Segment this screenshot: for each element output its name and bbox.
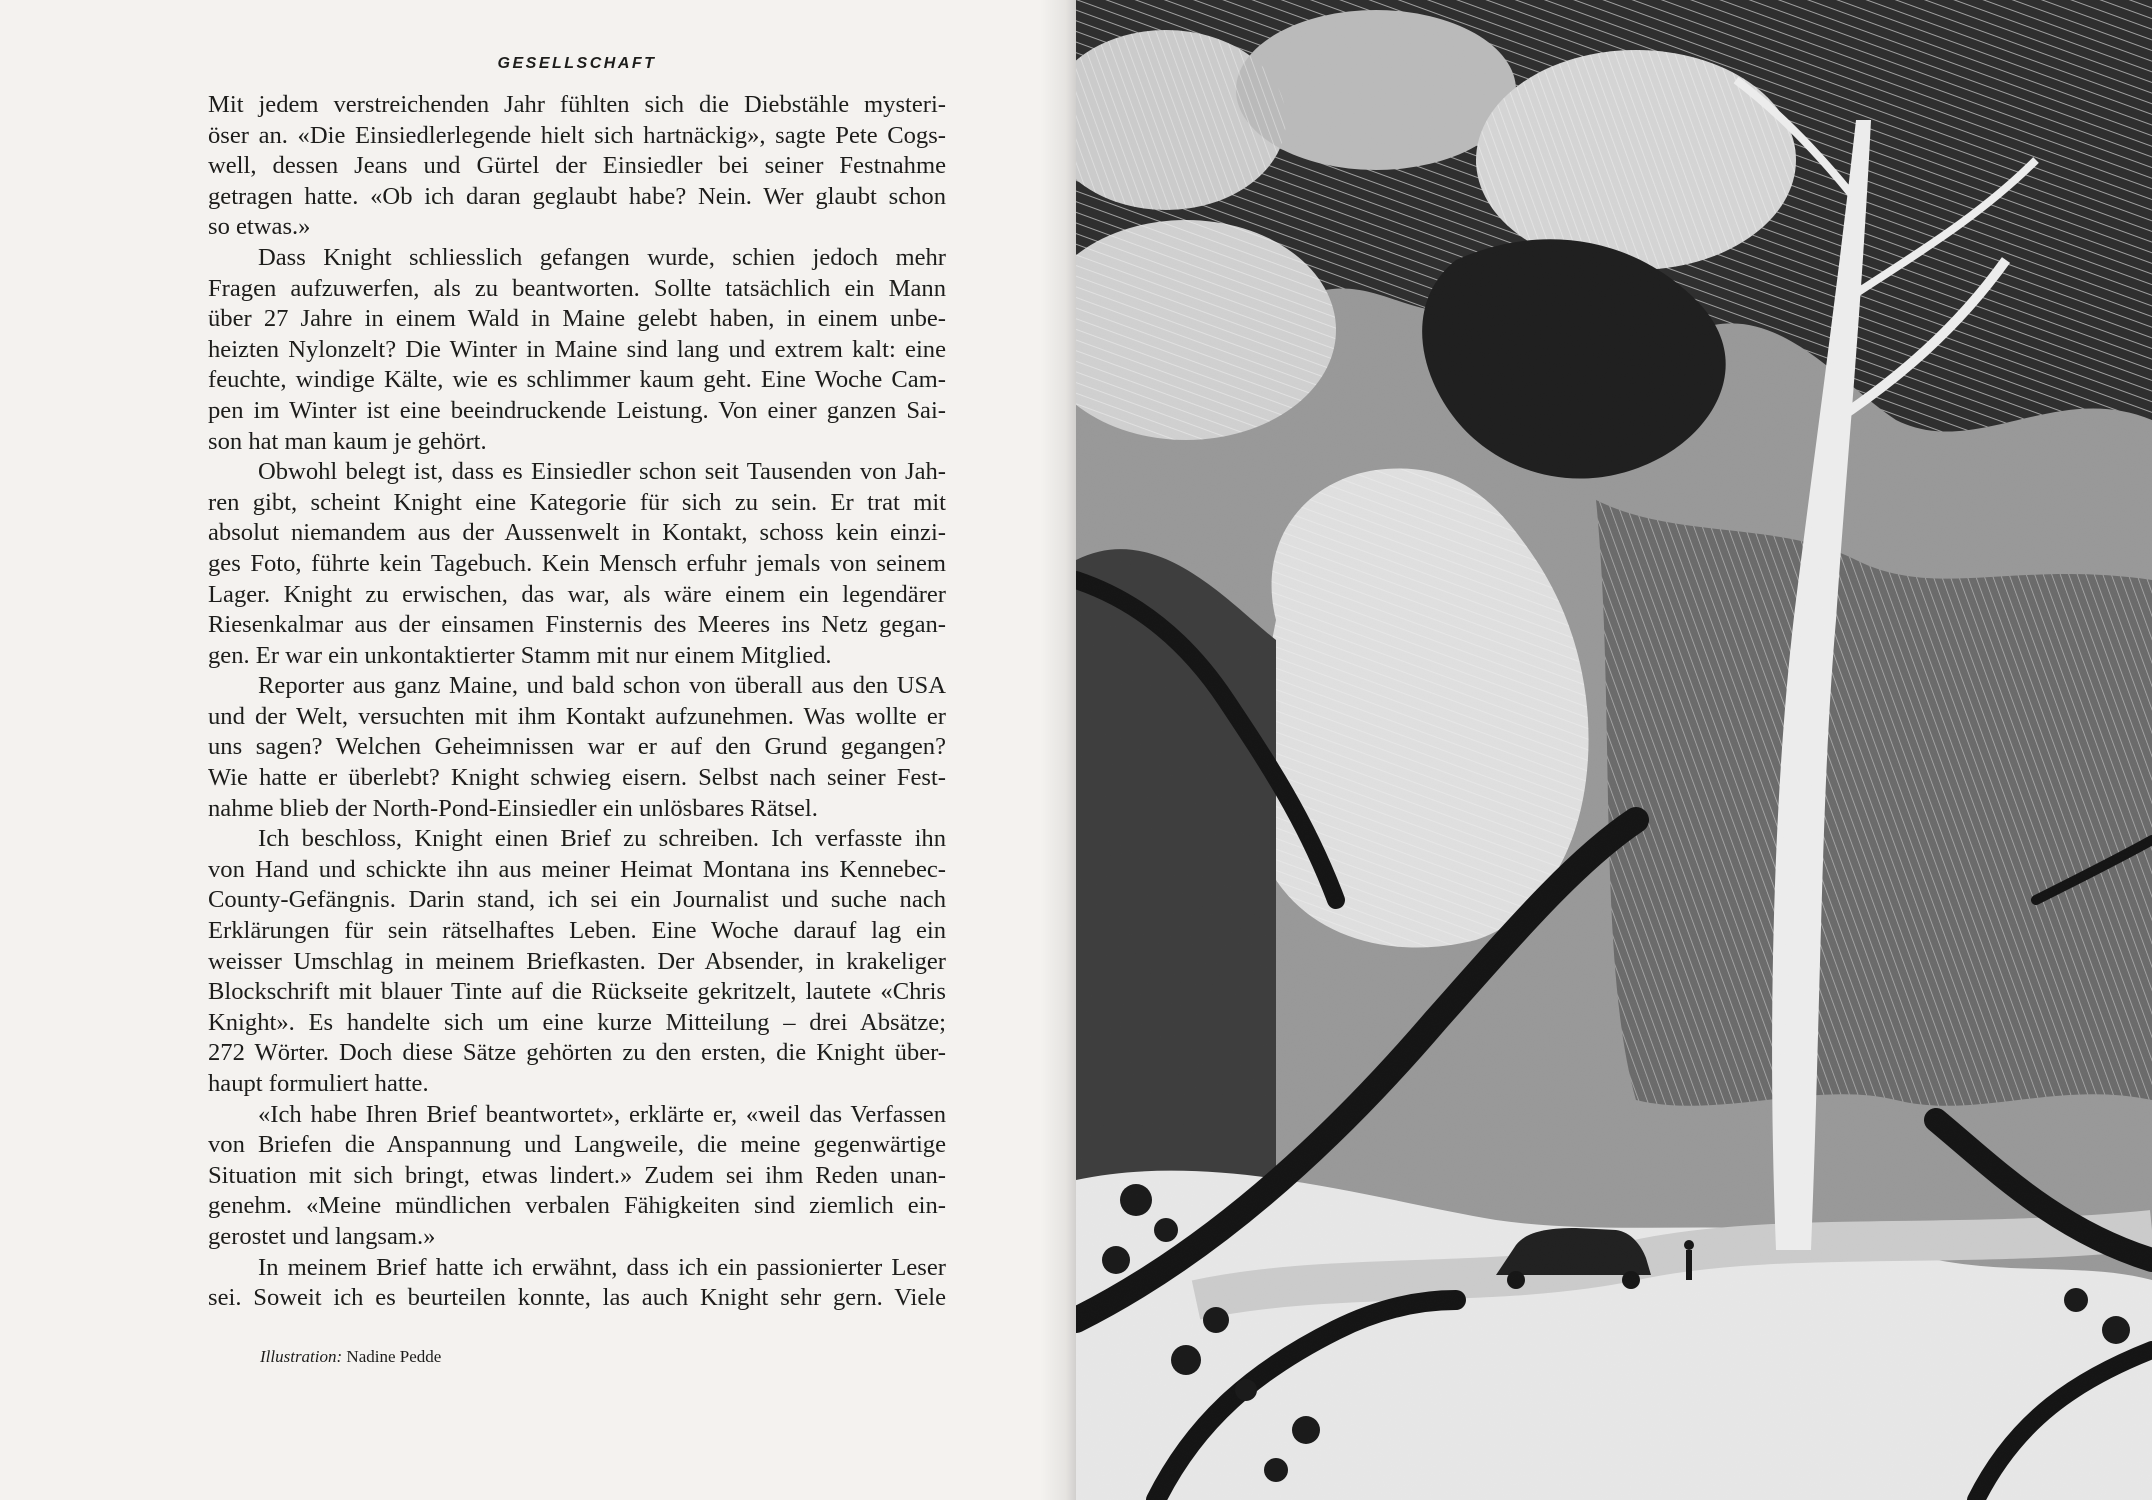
text-line: über 27 Jahre in einem Wald in Maine gelebt haben, in einem unbe-	[208, 305, 946, 333]
text-line: heizten Nylonzelt? Die Winter in Maine sind lang und extrem kalt: eine	[208, 335, 946, 363]
text-line: son hat man kaum je gehört.	[208, 427, 487, 455]
text-line: absolut niemandem aus der Aussenwelt in Kontakt, schoss kein einzi-	[208, 519, 946, 547]
credit-label: Illustration:	[260, 1347, 343, 1366]
text-line: Ich beschloss, Knight einen Brief zu schreiben. Ich verfasste ihn	[258, 825, 946, 853]
text-line: haupt formuliert hatte.	[208, 1070, 429, 1097]
text-line: 272 Wörter. Doch diese Sätze gehörten zu den ersten, die Knight über-	[208, 1039, 946, 1067]
text-line: well, dessen Jeans und Gürtel der Einsiedler bei seiner Festnahme	[208, 152, 946, 180]
forest-drawing	[1076, 0, 2152, 1500]
text-line: von Briefen die Anspannung und Langweile, die meine gegenwärtige	[208, 1131, 946, 1159]
text-line: genehm. «Meine mündlichen verbalen Fähigkeiten sind ziemlich ein-	[208, 1192, 946, 1220]
text-line: Riesenkalmar aus der einsamen Finsternis des Meeres ins Netz gegan-	[208, 611, 946, 639]
text-line: ges Foto, führte kein Tagebuch. Kein Mensch erfuhr jemals von seinem	[208, 549, 946, 577]
text-line: Blockschrift mit blauer Tinte auf die Rückseite gekritzelt, lautete «Chris	[208, 978, 946, 1006]
text-line: In meinem Brief hatte ich erwähnt, dass ich ein passionierter Leser	[258, 1253, 946, 1281]
text-line: gen. Er war ein unkontaktierter Stamm mit nur einem Mitglied.	[208, 641, 832, 669]
forest-illustration	[1076, 0, 2152, 1500]
text-line: feuchte, windige Kälte, wie es schlimmer kaum geht. Eine Woche Cam-	[208, 366, 946, 394]
grain-texture	[1076, 0, 2152, 1500]
text-line: Reporter aus ganz Maine, und bald schon von überall aus den USA	[258, 672, 946, 700]
article-body	[208, 90, 946, 1314]
text-line: und der Welt, versuchten mit ihm Kontakt aufzunehmen. Was wollte er	[208, 702, 946, 730]
text-line: Dass Knight schliesslich gefangen wurde, schien jedoch mehr	[258, 243, 946, 271]
section-header: GESELLSCHAFT	[497, 55, 657, 72]
illustration-credit	[260, 1347, 441, 1367]
text-line: pen im Winter ist eine beeindruckende Leistung. Von einer ganzen Sai-	[208, 396, 946, 424]
text-line: County-Gefängnis. Darin stand, ich sei ein Journalist und suche nach	[208, 886, 946, 914]
text-line: getragen hatte. «Ob ich daran geglaubt habe? Nein. Wer glaubt schon	[208, 182, 946, 210]
text-line: nahme blieb der North-Pond-Einsiedler ein unlösbares Rätsel.	[208, 794, 818, 822]
left-page	[0, 0, 1075, 1500]
page-gutter-shadow	[1040, 0, 1076, 1500]
text-line: von Hand und schickte ihn aus meiner Heimat Montana ins Kennebec-	[208, 855, 946, 883]
text-line: Fragen aufzuwerfen, als zu beantworten. Sollte tatsächlich ein Mann	[208, 274, 946, 302]
text-line: Obwohl belegt ist, dass es Einsiedler schon seit Tausenden von Jah-	[258, 458, 946, 486]
text-line: Lager. Knight zu erwischen, das war, als wäre einem ein legendärer	[208, 580, 946, 608]
text-line: Situation mit sich bringt, etwas lindert.» Zudem sei ihm Reden unan-	[208, 1161, 946, 1189]
text-line: uns sagen? Welchen Geheimnissen war er auf den Grund gegangen?	[208, 733, 946, 761]
text-line: «Ich habe Ihren Brief beantwortet», erklärte er, «weil das Verfassen	[258, 1100, 946, 1128]
text-line: so etwas.»	[208, 213, 311, 241]
text-line: gerostet und langsam.»	[208, 1222, 436, 1250]
text-line: sei. Soweit ich es beurteilen konnte, las auch Knight sehr gern. Viele	[208, 1284, 946, 1312]
text-line: Knight». Es handelte sich um eine kurze Mitteilung – drei Absätze;	[208, 1008, 946, 1036]
text-line: weisser Umschlag in meinem Briefkasten. Der Absender, in krakeliger	[208, 947, 946, 975]
text-line: Erklärungen für sein rätselhaftes Leben. Eine Woche darauf lag ein	[208, 917, 946, 945]
credit-name: Nadine Pedde	[346, 1347, 442, 1366]
text-line: Wie hatte er überlebt? Knight schwieg eisern. Selbst nach seiner Fest-	[208, 764, 946, 792]
text-line: öser an. «Die Einsiedlerlegende hielt sich hartnäckig», sagte Pete Cogs-	[208, 121, 946, 149]
text-line: Mit jedem verstreichenden Jahr fühlten sich die Diebstähle mysteri-	[208, 91, 946, 118]
text-line: ren gibt, scheint Knight eine Kategorie für sich zu sein. Er trat mit	[208, 488, 946, 516]
